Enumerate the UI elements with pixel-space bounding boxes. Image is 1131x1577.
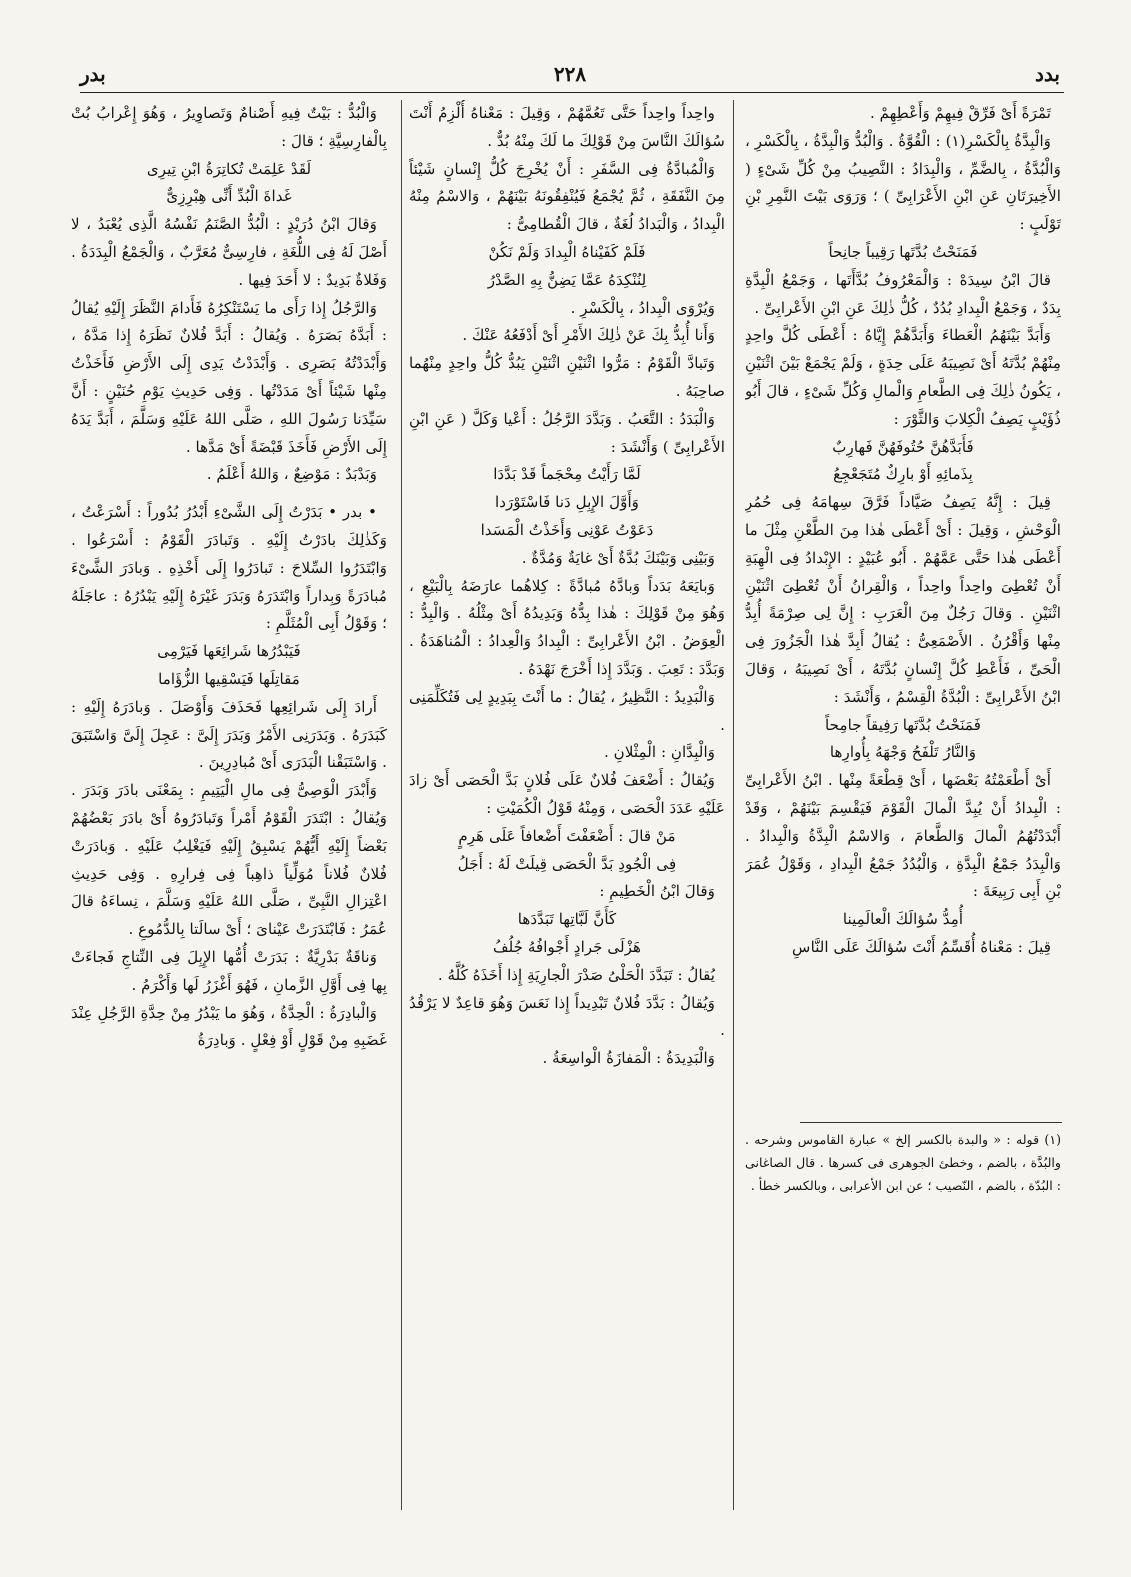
paragraph: يُقالُ : تَبَدَّدَ الْحَلْىُ صَدْرَ الْجارِيَةِ إِذا أَخَذَهُ كُلَّهُ . [437,965,715,984]
paragraph: وَيُقالُ : أَضْعَفَ فُلانٌ عَلَى فُلانٍ بَدَّ الْحَصَى أَىْ زادَ عَلَيْهِ عَدَدَ الْحَصَى ، وَمِنْهُ قَوْلُ الْكُمَيْتِ : [409,771,725,817]
verse-line: أُمِدُّ سُؤالَكَ الْعالَمِينا [842,910,964,929]
paragraph: وَأَبْدَرَ الْوَصِىُّ فِى مالِ الْيَتِيمِ : بِمَعْنَى بادَرَ وَبَدَرَ . وَيُقالُ : ابْتَدَرَ الْقَوْمُ أَمْراً وَتَبادَرُوهُ أَىْ بادَرَ بَعْضُهُمْ بَعْضاً إِلَيْهِ أَيُّهُمْ يَسْبِقُ إِلَيْهِ فَيَغْلِبُ عَلَيْهِ . وَبادَرَتْ فُلانٌ فُلاناً مُوَلِّياً ذاهِباً فِى فِرارِهِ . وَفِى حَدِيثِ اعْتِزالِ النَّبِىِّ ، صَلَّى اللهُ عَلَيْهِ وَسَلَّمَ ، نِساءَهُ قالَ عُمَرُ : فَابْتَدَرَتْ عَيْناىَ ؛ أَىْ سالَتا بِالدُّمُوعِ . [71,781,387,939]
paragraph: وَقالَ ابْنُ الْخَطِيمِ : [599,882,715,901]
paragraph: وَبايَعَهُ بَدَداً وَبادَّهُ مُبادَّةً : كِلاهُما عارَضَهُ بِالْبَيْعِ ، وَهُوَ مِنْ قَوْلِكَ : هٰذا بِدُّهُ وَبَدِيدُهُ أَىْ مِثْلُهُ . وَالْبِدُّ : الْعِوَضُ . ابْنُ الأَعْرابِىِّ : الْبِدادُ وَالْعِدادُ : الْمُناهَدَةُ . وَبَدَّدَ : تَعِبَ . وَبَدَّدَ إِذا أَخْرَجَ نَهْدَهُ . [409,576,725,678]
paragraph: وَتَبادَّ الْقَوْمُ : مَرُّوا اثْنَيْنِ اثْنَيْنِ يَبُدُّ كُلُّ واحِدٍ مِنْهُما صاحِبَهُ . [409,354,725,400]
paragraph: وَأَنا أُبِدُّ بِكَ عَنْ ذٰلِكَ الأَمْرِ أَىْ أَدْفَعُهُ عَنْكَ . [462,326,715,345]
entry-bdr: • بدر • بَدَرْتُ إِلَى الشَّىْءِ أَبْدُرُ بُدُوراً : أَسْرَعْتُ ، وَكَذٰلِكَ بادَرْتُ إِلَيْهِ . وَتَبادَرَ الْقَوْمُ : أَسْرَعُوا . وَابْتَدَرُوا السِّلاحَ : تَبادَرُوا إِلَى أَخْذِهِ . وَبادَرَ الشَّىْءَ مُبادَرَةً وَبِداراً وَابْتَدَرَهُ وَبَدَرَ غَيْرَهُ إِلَيْهِ يَبْدُرُهُ : عاجَلَهُ ؛ وَقَوْلُ أَبِى الْمُثَلَّمِ : [71,503,387,633]
paragraph: أَرادَ إِلَى شَرائِعِها فَحَذَفَ وَأَوْصَلَ . وَبادَرَهُ إِلَيْهِ : كَبَدَرَهُ . وَبَدَرَنِى الأَمْرُ وَبَدَرَ إِلَىَّ : عَجِلَ إِلَىَّ وَاسْتَبَقَ . وَاسْتَبَقْنا الْبَدَرَى أَىْ مُبادِرِينَ . [71,697,387,772]
paragraph: قِيلَ : مَعْناهُ أُقَسِّمُ أَنْتَ سُؤالَكَ عَلَى النَّاسِ [792,937,1051,956]
verse-line: دَعَوْتُ عَوْنِى وَأَخَذْتُ الْمَسَدا [480,520,654,539]
paragraph: وَالرَّجُلُ إِذا رَأَى ما يَسْتَنْكِرُهُ فَأَدامَ النَّظَرَ إِلَيْهِ يُقالُ : أَبَدَّهُ بَصَرَهُ . وَيُقالُ : أَبَدَّ فُلانٌ نَظَرَهُ إِذا مَدَّهُ ، وَأَبْدَدْتُهُ بَصَرِى . وَأَبْدَدْتُ يَدِى إِلَى الأَرْضِ فَأَخَذْتُ مِنْها شَيْئاً أَىْ مَدَدْتُها . وَفِى حَدِيثِ يَوْمِ حُنَيْنٍ : أَنَّ سَيِّدَنا رَسُولَ اللهِ ، صَلَّى اللهُ عَلَيْهِ وَسَلَّمَ ، أَبَدَّ يَدَهُ إِلَى الأَرْضِ فَأَخَذَ قَبْضَةً أَىْ مَدَّها . [71,298,387,456]
paragraph: وَيُرْوَى الْبِدادُ ، بِالْكَسْرِ . [570,298,715,317]
verse-line: لَقَدْ عَلِمَتْ تُكاتِرَةُ ابْنِ تِيرِى [146,159,312,178]
paragraph: وَالْبَدِيدَةُ : الْمَفازَةُ الْواسِعَةُ . [542,1049,715,1068]
verse-line: لِنُنْكِدَهُ عَمَّا يَضِنُّ بِهِ الصَّدْرُ [487,270,647,289]
verse-line: فَمَنَحْتُ بُدَّتَها رَفِيقاً جامِحاً [825,715,981,734]
paragraph: وَيُقالُ : بَدَّدَ فُلانٌ تَبْدِيداً إِذا نَعَسَ وَهُوَ قاعِدٌ لا يَرْقُدُ . [409,993,725,1040]
column-middle [409,100,725,1520]
column-separator [401,100,402,1510]
footnote [745,1128,1061,1197]
paragraph: وَناقَةٌ بَدْرِيَّةٌ : بَدَرَتْ أُمُّها الإِبِلَ فِى النِّتاجِ فَجاءَتْ بِها فِى أَوَّلِ الزَّمانِ ، فَهُوَ أَغْزَرُ لَها وَأَكْرَمُ . [71,947,387,994]
paragraph: وَبَيْنِى وَبَيْنَكَ بُدَّةٌ أَىْ غايَةٌ وَمُدَّةٌ . [521,548,715,567]
paragraph: قِيلَ : إِنَّهُ يَصِفُ صَيَّاداً فَرَّقَ سِهامَهُ فِى حُمُرِ الْوَحْشِ ، وَقِيلَ : أَىْ أَعْطَى هٰذا مِنَ الطَّعْنِ مِثْلَ ما أَعْطَى هٰذا حَتَّى عَمَّهُمْ . أَبُو عُبَيْدٍ : الإِبْدادُ فِى الْهِبَةِ أَنْ تُعْطِىَ واحِداً واحِداً ، وَالْقِرانُ أَنْ تُعْطِىَ اثْنَيْنِ اثْنَيْنِ . وَقالَ رَجُلٌ مِنَ الْعَرَبِ : إِنَّ لِى صِرْمَةً أُبِدُّ مِنْها وَأَقْرُنُ . الأَصْمَعِىُّ : يُقالُ أَبِدَّ هٰذا الْجَزُورَ فِى الْحَىِّ ، فَأَعْطِ كُلَّ إِنْسانٍ بُدَّتَهُ ، أَىْ نَصِيبَهُ ، وَقالَ ابْنُ الأَعْرابِىِّ : الْبُدَّةُ الْقِسْمُ ، وَأَنْشَدَ : [745,493,1061,706]
footnote-text: (١) قوله : « والبدة بالكسر إلخ » عبارة القاموس وشرحه . والبُدَّة ، بالضم ، وخطئ الجوهرى فى كسرها . قال الصاغانى : البُدّة ، بالضم ، النّصيب ؛ عن ابن الأعرابى ، وبالكسر خطأ . [745,1132,1061,1193]
paragraph: أَىْ أَطْعَمْتُهُ بَعْضَها ، أَىْ قِطْعَةً مِنْها . ابْنُ الأَعْرابِىِّ : الْبِدادُ أَنْ يُبِدَّ الْمالَ الْقَوْمَ فَيَقْسِمَ بَيْنَهُمْ ، وَقَدْ أَبْدَدْتُهُمُ الْمالَ وَالطَّعامَ ، وَالاسْمُ الْبِدَّةُ وَالْبِدادُ . وَالْبِدَدُ جَمْعُ الْبِدَّةِ ، وَالْبُدُدُ جَمْعُ الْبِدادِ ، وَقَوْلُ عُمَرَ بْنِ أَبِى رَبِيعَةَ : [745,771,1061,901]
paragraph: وَبَدْبَدٌ : مَوْضِعٌ ، وَاللهُ أَعْلَمُ . [206,465,377,484]
page-number: ٢٢٨ [553,62,587,86]
header-left-word: بدر [80,62,106,86]
verse-line: كَأَنَّ لَبَّاتِها تَبَدَّدَها [517,910,617,929]
paragraph: وَالْمُبادَّةُ فِى السَّفَرِ : أَنْ يُخْرِجَ كُلُّ إِنْسانٍ شَيْئاً مِنَ النَّفَقَةِ ، ثُمَّ يُجْمَعُ فَيُنْفِقُونَهُ بَيْنَهُمْ ، وَالاسْمُ مِنْهُ الْبِدادُ ، وَالْبَدادُ لُغَةٌ ، قالَ الْقُطامِىُّ : [409,159,725,234]
verse-line: فِى الْجُودِ بَدَّ الْحَصَى قِيلَتْ لَهُ : أَجَلُ [457,854,677,873]
verse-line: فَلَمْ كَفَيْناهُ الْبِدادَ وَلَمْ نَكُنْ [488,242,646,261]
column-left [71,100,387,1520]
paragraph: وَالْبَدَدُ : التَّعَبُ . وَبَدَّدَ الرَّجُلُ : أَعْيا وَكَلَّ ( عَنِ ابْنِ الأَعْرابِىِّ ) وَأَنْشَدَ : [409,409,725,456]
verse-line: وَأَوَّلَ الإِبِلِ دَنا فَاسْتَوْرَدا [495,493,639,512]
verse-line: مَنْ قالَ : أَضْعَفْتَ أَضْعافاً عَلَى هَرِمٍ [458,826,676,845]
verse-line: مَقاتِلَها فَيَسْقِيها الزُّؤَاما [158,669,300,688]
verse-line: فَأَبَدَّهُنَّ حُتُوفَهُنَّ فَهارِبٌ [832,437,974,456]
verse-line: هَزْلَى جَرادٍ أَجْوافُهُ جُلُفُ [492,937,642,956]
paragraph: وَالْبَدِيدُ : النَّظِيرُ ، يُقالُ : ما أَنْتَ بِبَدِيدٍ لِى فَتُكَلِّمَنِى . [409,687,725,734]
paragraph: واحِداً واحِداً حَتَّى تَعُمَّهُمْ ، وَقِيلَ : مَعْناهُ أُلْزِمُ أَنْتَ سُؤالَكَ النَّاسَ مِنْ قَوْلِكَ ما لَكَ مِنْهُ بُدٌّ . [409,104,725,150]
paragraph: تَمْرَةً أَىْ فَرِّقْ فِيهِمْ وَأَعْطِهِمْ . [870,104,1051,122]
verse-line: غَداةَ الْبُدِّ أَنِّى هِبْرِزِىٌّ [166,187,292,206]
paragraph: وَأَبَدَّ بَيْنَهُمُ الْعَطاءَ وَأَبَدَّهُمْ إِيَّاهُ : أَعْطَى كُلَّ واحِدٍ مِنْهُمْ بُدَّتَهُ أَىْ نَصِيبَهُ عَلَى حِدَةٍ ، وَلَمْ يَجْمَعْ بَيْنَ اثْنَيْنِ ، يَكُونُ ذٰلِكَ فِى الطَّعامِ وَالْمالِ وَكُلِّ شَىْءٍ ، قالَ أَبُو ذُؤَيْبٍ يَصِفُ الْكِلابَ وَالثَّوْرَ : [745,326,1061,428]
verse-line: فَمَنَحْتُ بُدَّتَها رَقِيباً جانِحاً [828,242,978,261]
verse-line: بِذَمائِهِ أَوْ بارِكٌ مُتَجَعْجِعُ [833,465,973,484]
header-right-word: بدد [1035,62,1060,86]
paragraph: وَالْبُدُّ : بَيْتٌ فِيهِ أَصْنامٌ وَتَصاوِيرُ ، وَهُوَ إِعْرابُ بُتْ بِالْفارِسِيَّةِ ؛ قالَ : [71,104,387,150]
paragraph: وَقالَ ابْنُ دُرَيْدٍ : الْبُدُّ الصَّنَمُ نَفْسُهُ الَّذِى يُعْبَدُ ، لا أَصْلَ لَهُ فِى اللُّغَةِ ، فارِسِىٌّ مُعَرَّبٌ ، وَالْجَمْعُ الْبِدَدَةُ . وَفَلاةٌ بَدِيدٌ : لا أَحَدَ فِيها . [71,215,387,289]
paragraph: قالَ ابْنُ سِيدَهْ : وَالْمَعْرُوفُ بُدَّأَتَها ، وَجَمْعُ الْبِدَّةِ بِدَدٌ ، وَجَمْعُ الْبِدادِ بُدُدٌ ، كُلُّ ذٰلِكَ عَنِ ابْنِ الأَعْرابِىِّ . [745,270,1061,317]
paragraph: وَالْبِدَّانِ : الْمِثْلانِ . [604,743,715,762]
verse-line: وَالنَّارُ تَلْفَحُ وَجْهَهُ بِأُوارِها [829,743,977,762]
paragraph: وَالْبِدَّةُ بِالْكَسْرِ(١) : الْقُوَّةُ . وَالْبُدُّ وَالْبِدَّةُ ، بِالْكَسْرِ ، وَالْبُدَّةُ ، بِالضَّمِّ ، وَالْبِدَادُ : النَّصِيبُ مِنْ كُلِّ شَىْءٍ ( الأَخِيرَتَانِ عَنِ ابْنِ الأَعْرَابِىِّ ) ؛ وَرَوَى بَيْتَ النَّمِرِ بْنِ تَوْلَبٍ : [745,131,1061,234]
verse-line: لَمَّا رَأَيْتُ مِحْجَماً قَدْ بَدَّدَا [493,465,641,484]
column-separator [733,100,734,1510]
header-rule [80,92,1064,93]
paragraph: وَالْبادِرَةُ : الْحِدَّةُ ، وَهُوَ ما يَبْدُرُ مِنْ حِدَّةِ الرَّجُلِ عِنْدَ غَضَبِهِ مِنْ قَوْلٍ أَوْ فِعْلٍ . وَبادِرَةُ [71,1003,387,1050]
page-header [80,62,1060,88]
verse-line: فَيَبْدُرُها شَرائِعَها فَيَرْمِى [157,642,301,661]
footnote-rule [800,1122,1062,1123]
column-right [745,100,1061,1110]
